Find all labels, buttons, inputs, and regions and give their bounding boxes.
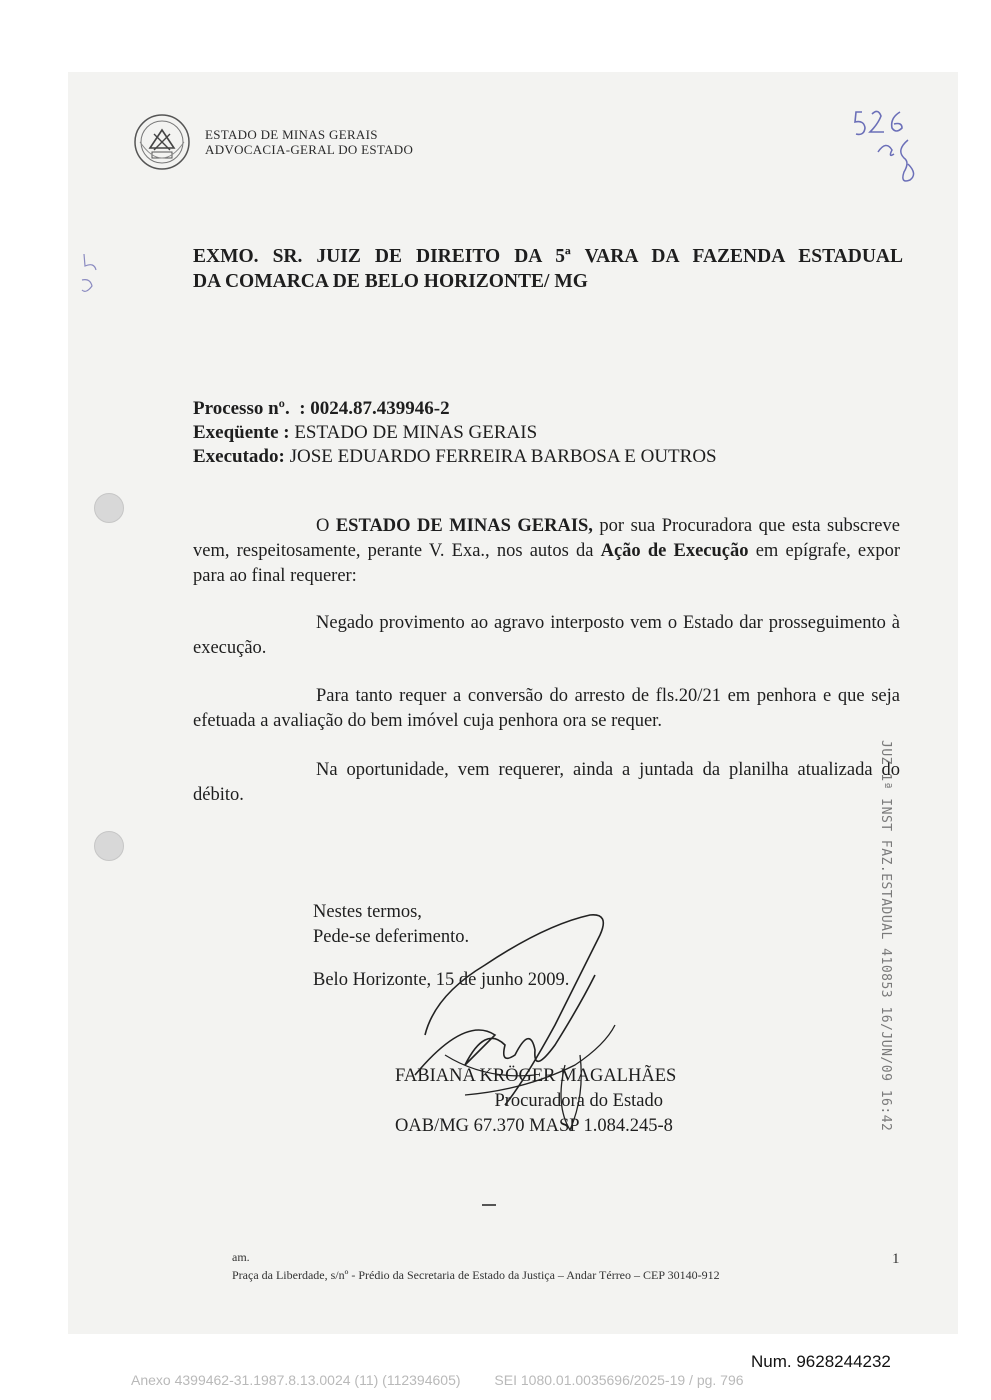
annex-reference: Anexo 4399462-31.1987.8.13.0024 (11) (112394605)	[131, 1372, 461, 1388]
document-number: Num. 9628244232	[751, 1352, 891, 1371]
issuing-organization	[205, 127, 413, 157]
signer-title: Procuradora do Estado	[494, 1091, 663, 1111]
annex-watermark	[131, 1372, 774, 1388]
handwritten-folio-526	[848, 100, 938, 190]
page-dash	[482, 1204, 496, 1206]
addressee-line-1: EXMO. SR. JUIZ DE DIREITO DA 5ª VARA DA FAZENDA ESTADUAL	[193, 246, 903, 267]
punch-hole-top	[94, 493, 124, 523]
margin-handwritten-mark	[76, 250, 106, 300]
place-and-date: Belo Horizonte, 15 de junho 2009.	[313, 970, 570, 990]
processo-row: Processo nº. : 0024.87.439946-2	[193, 398, 450, 419]
paragraph-request-intro: O ESTADO DE MINAS GERAIS, por sua Procuradora que esta subscreve vem, respeitosamente, perante V. Exa., nos autos da Ação de Execução em epígrafe, expor para ao final requerer:	[193, 516, 900, 586]
addressee-block	[193, 244, 903, 294]
typist-initials: am.	[232, 1250, 250, 1264]
signer-registration: OAB/MG 67.370 MASP 1.084.245-8	[395, 1116, 673, 1136]
process-info	[193, 397, 717, 469]
paragraph-spreadsheet-request: Na oportunidade, vem requerer, ainda a juntada da planilha atualizada do débito.	[193, 760, 900, 805]
addressee-line-2: DA COMARCA DE BELO HORIZONTE/ MG	[193, 271, 588, 292]
closing-formula: Nestes termos, Pede-se deferimento.	[313, 902, 470, 947]
sei-reference: SEI 1080.01.0035696/2025-19 / pg. 796	[494, 1372, 744, 1388]
court-receipt-stamp: JUZ 1ª INST FAZ.ESTADUAL 410853 16/JUN/09 16:42	[878, 740, 893, 1132]
executado-row: Executado: JOSE EDUARDO FERREIRA BARBOSA E OUTROS	[193, 446, 717, 467]
paragraph-conversion-request: Para tanto requer a conversão do arresto de fls.20/21 em penhora e que seja efetuada a avaliação do bem imóvel cuja penhora ora se requer.	[193, 686, 900, 731]
footer-address: Praça da Liberdade, s/nº - Prédio da Secretaria de Estado da Justiça – Andar Térreo – CEP 30140-912	[232, 1268, 720, 1282]
exequente-row: Exeqüente : ESTADO DE MINAS GERAIS	[193, 422, 538, 443]
handwritten-signature	[405, 905, 665, 1140]
org-state: ESTADO DE MINAS GERAIS	[205, 127, 378, 142]
paragraph-appeal-denied: Negado provimento ao agravo interposto vem o Estado dar prosseguimento à execução.	[193, 613, 900, 658]
coat-of-arms-seal	[132, 112, 192, 174]
punch-hole-bottom	[94, 831, 124, 861]
page-number: 1	[892, 1251, 900, 1267]
org-department: ADVOCACIA-GERAL DO ESTADO	[205, 142, 414, 157]
signer-name: FABIANA KRÖGER MAGALHÃES	[395, 1066, 677, 1086]
